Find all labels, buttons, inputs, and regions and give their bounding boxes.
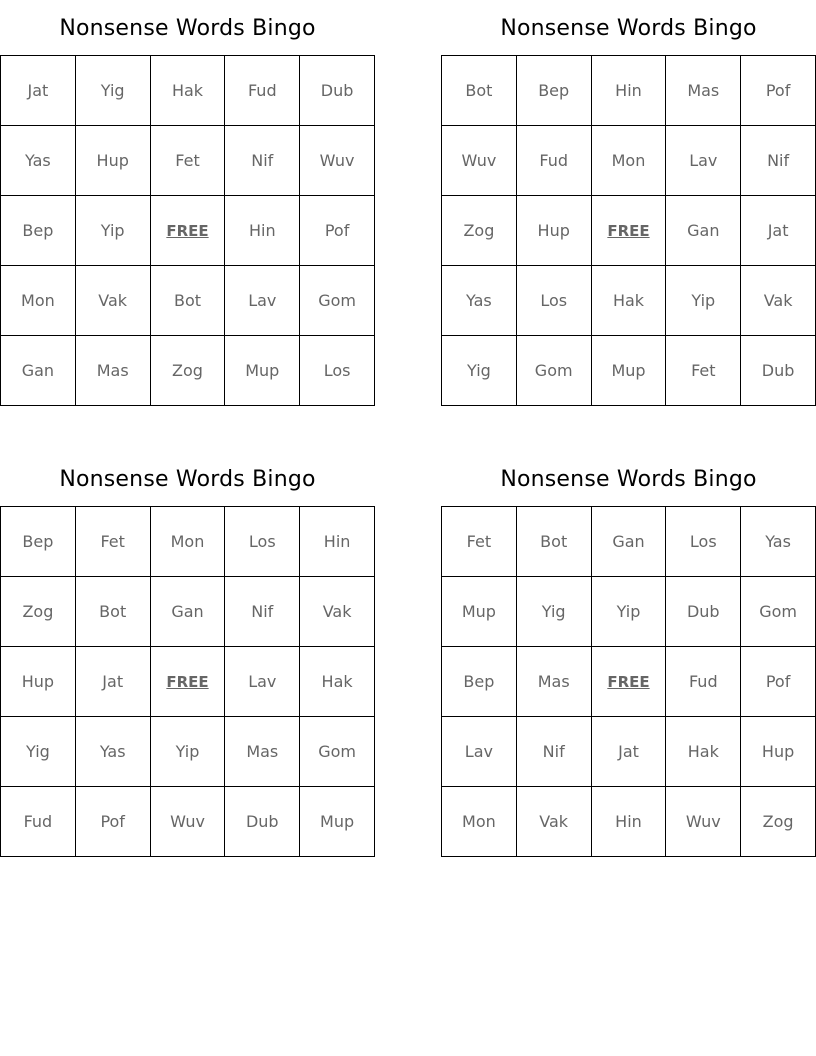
card-title: Nonsense Words Bingo [59,467,316,492]
bingo-cell: Zog [1,577,76,647]
bingo-cell: Fud [225,56,300,126]
card-title: Nonsense Words Bingo [500,16,757,41]
grid-row [442,266,816,336]
bingo-cell: Gom [300,266,375,336]
bingo-cell: Mas [225,717,300,787]
free-space-cell: FREE [150,196,225,266]
bingo-cell: Gom [300,717,375,787]
bingo-cell: Pof [741,56,816,126]
bingo-cell: Hak [591,266,666,336]
bingo-cell: Dub [225,787,300,857]
bingo-cell: Yas [741,507,816,577]
bingo-cell: Wuv [442,126,517,196]
bingo-cell: Hup [741,717,816,787]
bingo-cell: Wuv [666,787,741,857]
bingo-cell: Pof [741,647,816,717]
grid-row [1,717,375,787]
bingo-cell: Hup [1,647,76,717]
bingo-cell: Nif [741,126,816,196]
bingo-cell: Fet [75,507,150,577]
grid-row [1,266,375,336]
bingo-cell: Yas [442,266,517,336]
grid-row [442,647,816,717]
grid-row [1,126,375,196]
bingo-cell: Lav [666,126,741,196]
bingo-cell: Yip [666,266,741,336]
grid-row [442,577,816,647]
bingo-cell: Los [300,336,375,406]
bingo-cell: Bep [442,647,517,717]
bingo-cell: Fud [1,787,76,857]
bingo-cell: Pof [300,196,375,266]
bingo-cell: Gan [666,196,741,266]
bingo-grid [0,506,375,857]
bingo-cell: Los [516,266,591,336]
bingo-cell: Mas [666,56,741,126]
bingo-cell: Lav [225,266,300,336]
bingo-cell: Hup [75,126,150,196]
bingo-cell: Mup [442,577,517,647]
bingo-cell: Los [225,507,300,577]
bingo-cell: Gom [741,577,816,647]
grid-row [442,507,816,577]
bingo-cell: Zog [741,787,816,857]
bingo-cell: Hak [666,717,741,787]
bingo-cell: Yig [442,336,517,406]
free-space-cell: FREE [591,196,666,266]
bingo-cell: Mas [75,336,150,406]
bingo-cell: Nif [225,577,300,647]
bingo-cell: Fet [666,336,741,406]
bingo-cell: Yas [75,717,150,787]
bingo-cell: Fud [516,126,591,196]
bingo-cell: Yig [75,56,150,126]
grid-row [1,336,375,406]
bingo-cell: Hak [300,647,375,717]
bingo-cell: Gan [591,507,666,577]
grid-row [1,647,375,717]
bingo-cell: Wuv [150,787,225,857]
bingo-cell: Mon [1,266,76,336]
bingo-cell: Yip [150,717,225,787]
bingo-cell: Bot [442,56,517,126]
grid-row [1,56,375,126]
bingo-cell: Lav [442,717,517,787]
bingo-cell: Mup [591,336,666,406]
bingo-cell: Los [666,507,741,577]
bingo-cell: Bep [1,507,76,577]
grid-row [1,787,375,857]
bingo-card-4 [441,451,816,857]
bingo-cell: Gan [150,577,225,647]
bingo-cell: Dub [300,56,375,126]
grid-row [1,577,375,647]
bingo-cell: Hin [591,787,666,857]
bingo-grid [441,506,816,857]
bingo-cell: Gan [1,336,76,406]
bingo-grid [0,55,375,406]
bingo-cell: Yas [1,126,76,196]
card-title: Nonsense Words Bingo [500,467,757,492]
bingo-cell: Vak [75,266,150,336]
grid-row [1,196,375,266]
grid-row [442,336,816,406]
bingo-cell: Yip [591,577,666,647]
bingo-cell: Pof [75,787,150,857]
bingo-grid [441,55,816,406]
bingo-cell: Jat [1,56,76,126]
bingo-cell: Fud [666,647,741,717]
bingo-cell: Bep [516,56,591,126]
bingo-cell: Bot [516,507,591,577]
bingo-cell: Jat [741,196,816,266]
bingo-cell: Yig [1,717,76,787]
bingo-cell: Vak [516,787,591,857]
bingo-cell: Yig [516,577,591,647]
bingo-cell: Mup [225,336,300,406]
bingo-cell: Zog [150,336,225,406]
bingo-cell: Fet [150,126,225,196]
bingo-cell: Gom [516,336,591,406]
grid-row [1,507,375,577]
bingo-cell: Bot [150,266,225,336]
bingo-cell: Wuv [300,126,375,196]
bingo-cell: Hin [591,56,666,126]
bingo-card-1 [0,0,375,406]
bingo-cell: Mon [442,787,517,857]
grid-row [442,787,816,857]
bingo-cell: Dub [741,336,816,406]
bingo-cell: Yip [75,196,150,266]
bingo-cell: Mon [591,126,666,196]
bingo-cell: Mup [300,787,375,857]
bingo-cell: Jat [75,647,150,717]
bingo-cell: Mon [150,507,225,577]
card-title: Nonsense Words Bingo [59,16,316,41]
grid-row [442,126,816,196]
bingo-cell: Nif [225,126,300,196]
bingo-cell: Vak [741,266,816,336]
bingo-cell: Nif [516,717,591,787]
grid-row [442,56,816,126]
bingo-cell: Bep [1,196,76,266]
free-space-cell: FREE [591,647,666,717]
bingo-cell: Hin [300,507,375,577]
bingo-cell: Hup [516,196,591,266]
free-space-cell: FREE [150,647,225,717]
bingo-cell: Lav [225,647,300,717]
bingo-cell: Hak [150,56,225,126]
bingo-cell: Zog [442,196,517,266]
grid-row [442,196,816,266]
bingo-cell: Bot [75,577,150,647]
bingo-cell: Jat [591,717,666,787]
bingo-cell: Fet [442,507,517,577]
bingo-cell: Hin [225,196,300,266]
bingo-cell: Mas [516,647,591,717]
bingo-card-3 [0,451,375,857]
grid-row [442,717,816,787]
bingo-card-2 [441,0,816,406]
bingo-cell: Dub [666,577,741,647]
bingo-cell: Vak [300,577,375,647]
